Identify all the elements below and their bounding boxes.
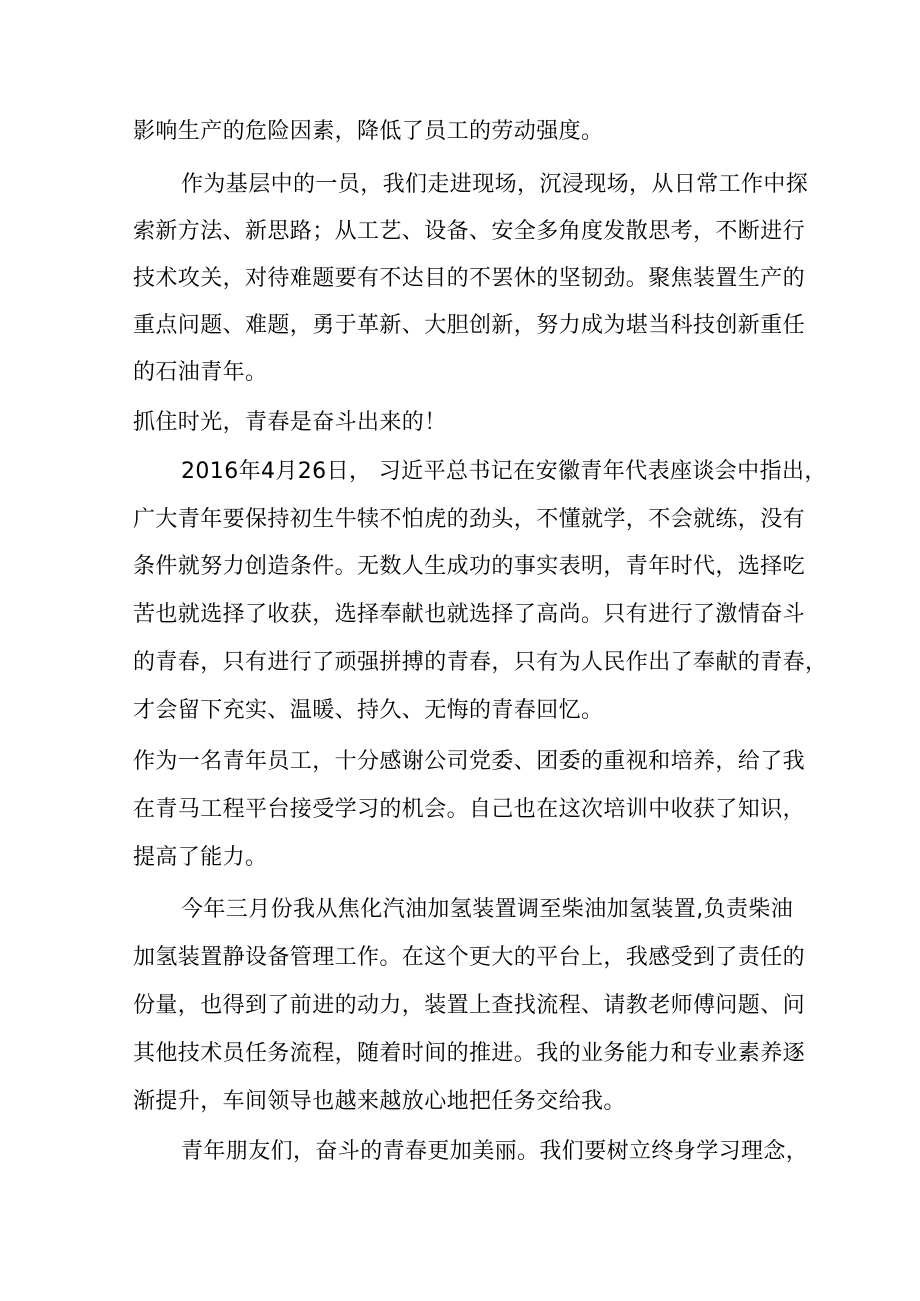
text-line: 的青春，只有进行了顽强拼搏的青春，只有为人民作出了奉献的青春， — [133, 650, 828, 675]
text-line: 索新方法、新思路；从工艺、设备、安全多角度发散思考，不断进行 — [133, 219, 806, 244]
text-line: 才会留下充实、温暖、持久、无悔的青春回忆。 — [133, 698, 604, 723]
text-line: 重点问题、难题，勇于革新、大胆创新，努力成为堪当科技创新重任 — [133, 313, 806, 338]
text-line: 份量，也得到了前进的动力，装置上查找流程、请教老师傅问题、问 — [133, 993, 806, 1018]
text-line: 今年三月份我从焦化汽油加氢装置调至柴油加氢装置,负责柴油 — [181, 897, 794, 922]
text-line: 广大青年要保持初生牛犊不怕虎的劲头，不懂就学，不会就练，没有 — [133, 507, 806, 532]
text-line: 其他技术员任务流程，随着时间的推进。我的业务能力和专业素养逐 — [133, 1041, 806, 1066]
text-line: 青年朋友们，奋斗的青春更加美丽。我们要树立终身学习理念， — [181, 1139, 809, 1164]
text-line: 2016年4月26日， 习近平总书记在安徽青年代表座谈会中指出， — [181, 459, 827, 484]
text-line: 在青马工程平台接受学习的机会。自己也在这次培训中收获了知识， — [133, 797, 806, 822]
text-line: 的石油青年。 — [133, 360, 268, 385]
text-line: 技术攻关，对待难题要有不达目的不罢休的坚韧劲。聚焦装置生产的 — [133, 266, 806, 291]
section-heading: 抓住时光，青春是奋斗出来的！ — [133, 410, 447, 435]
text-line: 提高了能力。 — [133, 845, 268, 870]
text-line: 条件就努力创造条件。无数人生成功的事实表明，青年时代，选择吃 — [133, 554, 806, 579]
text-line: 苦也就选择了收获，选择奉献也就选择了高尚。只有进行了激情奋斗 — [133, 602, 806, 627]
text-line: 影响生产的危险因素，降低了员工的劳动强度。 — [133, 119, 604, 144]
text-line: 作为基层中的一员，我们走进现场，沉浸现场，从日常工作中探 — [181, 172, 809, 197]
text-line: 渐提升，车间领导也越来越放心地把任务交给我。 — [133, 1089, 626, 1114]
text-line: 作为一名青年员工，十分感谢公司党委、团委的重视和培养，给了我 — [133, 749, 806, 774]
text-line: 加氢装置静设备管理工作。在这个更大的平台上，我感受到了责任的 — [133, 945, 806, 970]
